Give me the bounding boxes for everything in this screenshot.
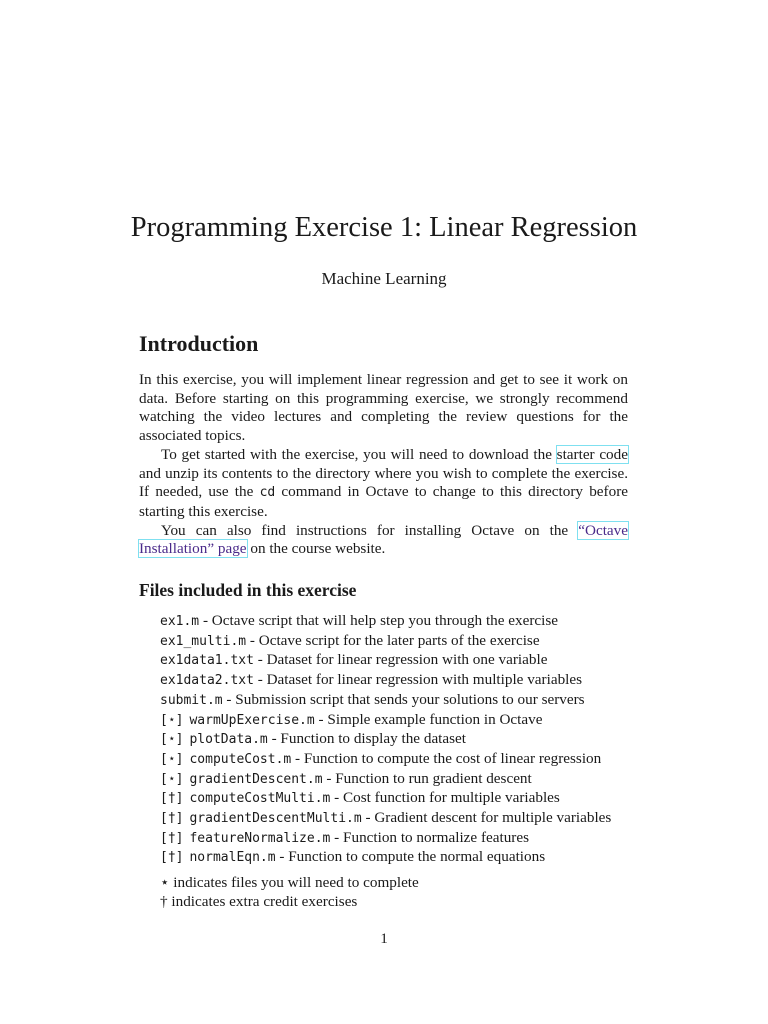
file-description: - Function to compute the normal equations [275, 848, 546, 866]
file-name: gradientDescentMulti.m [189, 811, 362, 827]
file-description: - Cost function for multiple variables [330, 789, 560, 807]
paragraph-text: You can also find instructions for installing Octave on the [161, 521, 579, 539]
paragraph-text: command in Octave to change to this directory before starting this exercise. [139, 483, 628, 520]
file-list-item [160, 848, 611, 868]
file-description: - Function to display the dataset [267, 730, 467, 748]
paragraph-text: To get started with the exercise, you will need to download the [161, 445, 557, 463]
file-name: ex1.m [160, 614, 200, 629]
file-description: - Function to run gradient descent [322, 769, 532, 787]
file-name: submit.m [160, 692, 223, 708]
file-name: computeCost.m [189, 751, 292, 767]
file-list-item [160, 691, 611, 711]
file-name: computeCostMulti.m [189, 791, 331, 807]
file-marker: [†] [160, 830, 184, 846]
file-name: warmUpExercise.m [189, 712, 315, 728]
file-name: ex1data1.txt [160, 653, 254, 669]
cd-command: cd [259, 485, 276, 501]
file-list-item [160, 750, 611, 770]
octave-installation-link[interactable]: “Octave Installation” page [139, 521, 628, 558]
file-description: - Dataset for linear regression with multiple variables [253, 671, 583, 689]
file-description: - Function to compute the cost of linear regression [291, 749, 602, 767]
file-list-item [160, 671, 611, 691]
file-marker: [†] [160, 850, 184, 866]
page-number: 1 [380, 930, 388, 947]
file-list-item [160, 612, 611, 632]
file-description: - Function to normalize features [330, 828, 530, 846]
file-marker: [†] [160, 811, 184, 827]
file-list-item [160, 730, 611, 750]
legend-dagger: † indicates extra credit exercises [160, 892, 358, 910]
files-heading: Files included in this exercise [139, 580, 357, 600]
file-description: - Simple example function in Octave [314, 710, 543, 728]
file-marker: [†] [160, 791, 184, 807]
legend [160, 874, 419, 911]
file-name: featureNormalize.m [189, 830, 331, 846]
file-name: ex1_multi.m [160, 633, 247, 649]
file-list-item [160, 829, 611, 849]
file-description: - Dataset for linear regression with one variable [253, 651, 548, 669]
file-description: - Gradient descent for multiple variables [361, 809, 612, 827]
introduction-heading: Introduction [139, 331, 259, 356]
file-list [160, 612, 611, 868]
starter-code-link[interactable]: starter code [556, 445, 628, 463]
file-name: normalEqn.m [189, 850, 276, 866]
file-list-item [160, 789, 611, 809]
file-description: - Submission script that sends your solutions to our servers [222, 690, 585, 708]
paragraph-text: on the course website. [246, 540, 386, 558]
intro-paragraph-3 [139, 522, 628, 559]
paragraph-text: and unzip its contents to the directory where you wish to complete the exercise. If needed, use the [139, 464, 628, 501]
file-list-item [160, 770, 611, 790]
document-subtitle: Machine Learning [321, 269, 447, 288]
file-marker: [⋆] [160, 771, 184, 787]
file-description: - Octave script that will help step you through the exercise [199, 612, 559, 629]
file-list-item [160, 809, 611, 829]
document-title: Programming Exercise 1: Linear Regression [130, 212, 638, 243]
file-list-item [160, 711, 611, 731]
file-name: plotData.m [189, 732, 268, 748]
file-marker: [⋆] [160, 732, 184, 748]
intro-paragraph-2 [139, 446, 628, 522]
introduction-body [139, 371, 628, 559]
file-marker: [⋆] [160, 712, 184, 728]
file-name: ex1data2.txt [160, 673, 254, 689]
intro-paragraph-1: In this exercise, you will implement linear regression and get to see it work on data. Before starting on this programming exercise, we strongly recommend watching the video lectures and completing the review questions for the associated topics. [139, 371, 628, 445]
file-name: gradientDescent.m [189, 771, 323, 787]
file-marker: [⋆] [160, 751, 184, 767]
file-list-item [160, 651, 611, 671]
file-list-item [160, 632, 611, 652]
file-description: - Octave script for the later parts of the exercise [246, 631, 540, 649]
legend-star: ⋆ indicates files you will need to complete [160, 874, 419, 891]
